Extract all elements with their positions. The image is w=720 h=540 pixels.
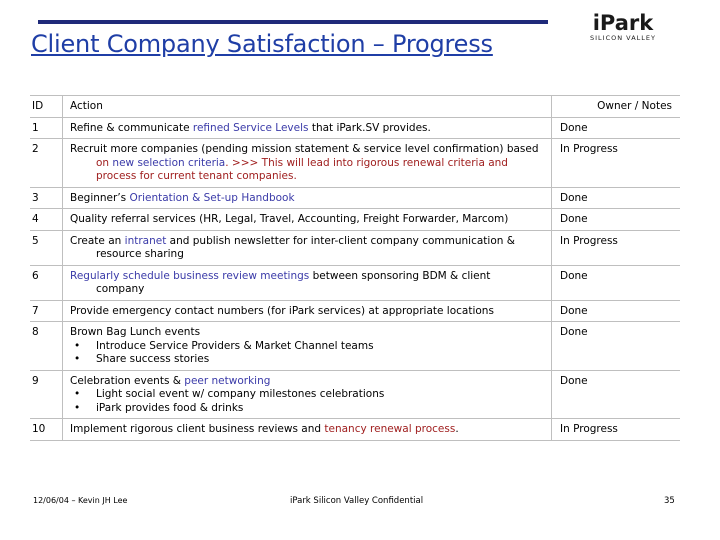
bullet-icon: • — [74, 353, 81, 365]
action-text: . — [455, 423, 459, 435]
table-row — [30, 322, 680, 371]
row-owner: Done — [552, 265, 681, 300]
bullet-text: Introduce Service Providers & Market Channel teams — [96, 339, 374, 352]
row-id: 4 — [30, 209, 63, 231]
row-id: 10 — [30, 419, 63, 441]
logo-sub-text: SILICON VALLEY — [590, 34, 656, 42]
action-highlight: peer networking — [184, 374, 271, 387]
action-text: on — [96, 156, 113, 169]
action-text: Create an — [70, 234, 125, 247]
row-action — [63, 370, 552, 419]
table-header-row — [30, 96, 680, 118]
row-action: Provide emergency contact numbers (for iPark services) at appropriate locations — [63, 300, 552, 322]
row-action — [63, 230, 552, 265]
action-highlight: intranet — [124, 234, 167, 247]
row-action — [63, 187, 552, 209]
action-highlight: Regularly schedule business review meetings — [70, 269, 310, 282]
row-owner: In Progress — [552, 139, 681, 188]
footer-author: 12/06/04 – Kevin JH Lee — [33, 496, 128, 505]
row-owner: In Progress — [552, 230, 681, 265]
row-id: 9 — [30, 370, 63, 419]
row-id: 3 — [30, 187, 63, 209]
row-owner: Done — [552, 370, 681, 419]
action-text: Celebration events & — [70, 374, 185, 387]
action-highlight: tenancy renewal process — [324, 423, 456, 435]
action-continuation: process for current tenant companies. — [96, 170, 297, 182]
progress-table — [30, 95, 680, 441]
footer-confidential: iPark Silicon Valley Confidential — [290, 496, 424, 506]
action-continuation: company — [96, 283, 145, 295]
table-row — [30, 230, 680, 265]
bullet-icon: • — [74, 401, 81, 414]
row-owner: Done — [552, 209, 681, 231]
row-id: 5 — [30, 230, 63, 265]
table-row — [30, 370, 680, 419]
bullet-text: iPark provides food & drinks — [96, 401, 244, 414]
row-owner: Done — [552, 187, 681, 209]
header-action: Action — [63, 96, 552, 118]
header-id: ID — [30, 96, 63, 118]
action-continuation — [70, 157, 547, 171]
table-row — [30, 117, 680, 139]
row-action — [63, 419, 552, 441]
action-text: Recruit more companies (pending mission statement & service level confirmation) based — [70, 143, 539, 155]
action-text: Brown Bag Lunch events — [70, 326, 201, 338]
ipark-logo — [583, 12, 663, 42]
row-action — [63, 265, 552, 300]
action-text: that iPark.SV provides. — [308, 121, 431, 134]
row-owner: Done — [552, 300, 681, 322]
row-action — [63, 117, 552, 139]
action-highlight: refined Service Levels — [192, 121, 309, 134]
table-row — [30, 419, 680, 441]
row-id: 1 — [30, 117, 63, 139]
bullet-text: Light social event w/ company milestones celebrations — [96, 388, 385, 400]
bullet-item — [70, 388, 547, 402]
bullet-item — [70, 340, 547, 354]
table-row — [30, 187, 680, 209]
row-action — [63, 322, 552, 371]
page-title: Client Company Satisfaction – Progress — [31, 30, 493, 58]
row-action: Quality referral services (HR, Legal, Travel, Accounting, Freight Forwarder, Marcom) — [63, 209, 552, 231]
row-id: 2 — [30, 139, 63, 188]
bullet-item — [70, 402, 547, 416]
action-text: between sponsoring BDM & client — [309, 269, 491, 282]
row-id: 6 — [30, 265, 63, 300]
row-id: 7 — [30, 300, 63, 322]
action-text: and publish newsletter for inter-client company communication & — [166, 234, 515, 247]
action-text: . >>> This will lead into rigorous renewal criteria and — [225, 156, 508, 169]
table-row — [30, 265, 680, 300]
bullet-item — [70, 353, 547, 367]
action-continuation: resource sharing — [96, 248, 184, 260]
row-id: 8 — [30, 322, 63, 371]
logo-main-text: iPark — [592, 11, 654, 35]
row-owner: Done — [552, 322, 681, 371]
header-owner: Owner / Notes — [552, 96, 681, 118]
bullet-icon: • — [74, 339, 81, 352]
table-row — [30, 139, 680, 188]
action-text: Implement rigorous client business reviews and — [70, 423, 325, 435]
page-number: 35 — [664, 496, 675, 506]
title-rule — [38, 20, 548, 24]
action-highlight: new selection criteria — [112, 156, 226, 169]
table-row — [30, 209, 680, 231]
action-highlight: Orientation & Set-up Handbook — [129, 191, 295, 204]
table-row — [30, 300, 680, 322]
row-owner: Done — [552, 117, 681, 139]
bullet-text: Share success stories — [96, 353, 210, 365]
bullet-icon: • — [74, 388, 81, 400]
action-text: Beginner’s — [70, 191, 130, 204]
action-text: Refine & communicate — [70, 121, 193, 134]
row-owner: In Progress — [552, 419, 681, 441]
row-action — [63, 139, 552, 188]
